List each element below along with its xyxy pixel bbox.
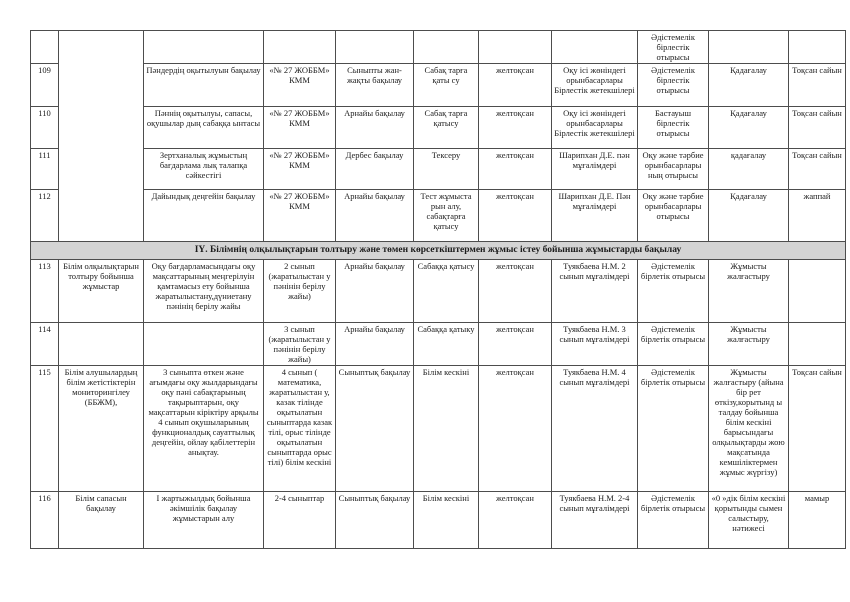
cell-114-c7: желтоқсан: [479, 323, 552, 366]
cell-110-c8: Оқу ісі жөніндегі орынбасарлары Бірлестік жетекшілері: [552, 107, 638, 149]
cell-113-c11: [789, 260, 846, 323]
cell-116-c3: I жартыжылдық бойынша әкімшілік бақылау жұмыстарын алу: [144, 492, 264, 549]
cell-109-c3: Пәндердің оқытылуын бақылау: [144, 64, 264, 107]
cell-115-c3: 3 сыныпта өткен және ағымдағы оқу жылдарындағы оқу пәні сабақтарының тақырыптарын, оқу мақсаттарын кіріктіру арқылы 4 сынып оқушыларының функционалдық сауаттылық деңгейін, ойлау қабілеттерін анықтау.: [144, 366, 264, 492]
cell-116-c5: Сыныптық бақылау: [336, 492, 414, 549]
cell-top-c7: [479, 31, 552, 64]
cell-112-c5: Арнайы бақылау: [336, 190, 414, 242]
cell-113-c3: Оқу бағдарламасындағы оқу мақсаттарының меңгерілуін қамтамасыз ету бойынша жаратылыстану,дүниетану пәнінің берілу жайы: [144, 260, 264, 323]
cell-111-c3: Зертханалық жұмыстың бағдарлама лық талапқа сәйкестігі: [144, 149, 264, 190]
table-row: [31, 260, 846, 323]
cell-top-c3: [144, 31, 264, 64]
cell-109-c10: Қадағалау: [709, 64, 789, 107]
cell-top-c5: [336, 31, 414, 64]
cell-110-c9: Бастауыш бірлестік отырысы: [638, 107, 709, 149]
cell-top-c6: [414, 31, 479, 64]
cell-115-c11: Тоқсан сайын: [789, 366, 846, 492]
cell-115-num: 115: [31, 366, 59, 492]
cell-115-c6: Білім кескіні: [414, 366, 479, 492]
table-row: [31, 366, 846, 492]
cell-113-c4: 2 сынып (жаратылыстан у пәнінін берілу жайы): [264, 260, 336, 323]
cell-top-num: [31, 31, 59, 64]
cell-112-c8: Шарипхан Д.Е. Пән мұғалімдері: [552, 190, 638, 242]
cell-110-c6: Сабақ тарға қатысу: [414, 107, 479, 149]
cell-109-c5: Сыныпты жан-жақты бақылау: [336, 64, 414, 107]
cell-111-c7: желтоқсан: [479, 149, 552, 190]
cell-113-c10: Жұмысты жалғастыру: [709, 260, 789, 323]
cell-114-c2: [59, 323, 144, 366]
cell-110-c5: Арнайы бақылау: [336, 107, 414, 149]
cell-109-num: 109: [31, 64, 59, 107]
cell-114-c8: Туякбаева Н.М. 3 сынып мұғалімдері: [552, 323, 638, 366]
cell-115-c2: Білім алушылардың білім жетістіктерін мониторингілеу (ББЖМ),: [59, 366, 144, 492]
cell-top-c4: [264, 31, 336, 64]
cell-114-c4: 3 сынып (жаратылыстан у пәнінін берілу жайы): [264, 323, 336, 366]
cell-top-c10: [709, 31, 789, 64]
cell-112-c9: Оқу және тәрбие орынбасарлары отырысы: [638, 190, 709, 242]
cell-115-c10: Жұмысты жалғастыру (айына бір рет өткізу,корытынд ы талдау бойынша білім кескіні барысындағы олқылықтарды жою мақсатында кемшіліктермен жұмыс жүргізу): [709, 366, 789, 492]
cell-109-c4: «№ 27 ЖОББМ» КММ: [264, 64, 336, 107]
cell-111-c11: Тоқсан сайын: [789, 149, 846, 190]
cell-112-c10: Қадағалау: [709, 190, 789, 242]
table-row: [31, 190, 846, 242]
cell-112-c4: «№ 27 ЖОББМ» КММ: [264, 190, 336, 242]
cell-113-c5: Арнайы бақылау: [336, 260, 414, 323]
section-header: ІҮ. Білімнің олқылықтарын толтыру және төмен көрсеткіштермен жұмыс істеу бойынша жұмыстарды бақылау: [31, 242, 846, 260]
cell-112-c6: Тест жұмыста рын алу, сабақтарға қатысу: [414, 190, 479, 242]
table-row: [31, 107, 846, 149]
table-row: [31, 149, 846, 190]
cell-110-c4: «№ 27 ЖОББМ» КММ: [264, 107, 336, 149]
cell-116-c10: «0 »дік білім кескіні қорытынды сымен салыстыру, нәтижесі: [709, 492, 789, 549]
cell-112-c11: жаппай: [789, 190, 846, 242]
cell-top-c11: [789, 31, 846, 64]
cell-114-c3: [144, 323, 264, 366]
cell-111-c4: «№ 27 ЖОББМ» КММ: [264, 149, 336, 190]
cell-114-c10: Жұмысты жалғастыру: [709, 323, 789, 366]
cell-109-c8: Оқу ісі жөніндегі орынбасарлары Бірлестік жетекшілері: [552, 64, 638, 107]
cell-110-c7: желтоқсан: [479, 107, 552, 149]
cell-116-c4: 2-4 сыныптар: [264, 492, 336, 549]
table-row: [31, 323, 846, 366]
section-header-row: [31, 242, 846, 260]
cell-116-c6: Білім кескіні: [414, 492, 479, 549]
cell-112-c7: желтоқсан: [479, 190, 552, 242]
cell-115-c9: Әдістемелік бірлетік отырысы: [638, 366, 709, 492]
table-row: [31, 492, 846, 549]
cell-110-c10: Қадағалау: [709, 107, 789, 149]
cell-111-c6: Тексеру: [414, 149, 479, 190]
cell-113-c2: Білім олқылықтарын толтыру бойынша жұмыстар: [59, 260, 144, 323]
cell-115-c7: желтоқсан: [479, 366, 552, 492]
cell-111-c9: Оқу және тәрбие орынбасарлары ның отырысы: [638, 149, 709, 190]
cell-112-num: 112: [31, 190, 59, 242]
cell-top-c8: [552, 31, 638, 64]
cell-116-c8: Туякбаева Н.М. 2-4 сынып мұғалімдері: [552, 492, 638, 549]
cell-114-c5: Арнайы бақылау: [336, 323, 414, 366]
cell-114-num: 114: [31, 323, 59, 366]
cell-111-c10: қадағалау: [709, 149, 789, 190]
cell-113-num: 113: [31, 260, 59, 323]
cell-115-c8: Туякбаева Н.М. 4 сынып мұғалімдері: [552, 366, 638, 492]
cell-111-num: 111: [31, 149, 59, 190]
cell-116-c2: Білім сапасын бақылау: [59, 492, 144, 549]
cell-109-c6: Сабақ тарға қаты су: [414, 64, 479, 107]
cell-116-c11: мамыр: [789, 492, 846, 549]
table-row: [31, 64, 846, 107]
cell-113-c8: Туякбаева Н.М. 2 сынып мұғалімдері: [552, 260, 638, 323]
control-plan-table: [30, 30, 846, 549]
cell-113-c9: Әдістемелік бірлетік отырысы: [638, 260, 709, 323]
cell-109-c9: Әдістемелік бірлестік отырысы: [638, 64, 709, 107]
cell-merged-category: [59, 31, 144, 242]
cell-111-c8: Шарипхан Д.Е. пән мұғалімдері: [552, 149, 638, 190]
cell-116-c7: желтоқсан: [479, 492, 552, 549]
cell-115-c4: 4 сынып ( математика, жаратылыстан у, казак тілінде оқытылатын сыныптарда казак тілі, орыс тілінде оқытылатын сыныптарда орыс тілі) білім кескіні: [264, 366, 336, 492]
cell-111-c5: Дербес бақылау: [336, 149, 414, 190]
table-row: [31, 31, 846, 64]
cell-109-c7: желтоқсан: [479, 64, 552, 107]
cell-114-c9: Әдістемелік бірлетік отырысы: [638, 323, 709, 366]
cell-114-c6: Сабаққа қатыку: [414, 323, 479, 366]
cell-112-c3: Дайындық деңгейін бақылау: [144, 190, 264, 242]
cell-top-c9: Әдістемелік бірлестік отырысы: [638, 31, 709, 64]
cell-115-c5: Сыныптық бақылау: [336, 366, 414, 492]
cell-113-c6: Сабаққа қатысу: [414, 260, 479, 323]
cell-113-c7: желтоқсан: [479, 260, 552, 323]
cell-116-c9: Әдістемелік бірлетік отырысы: [638, 492, 709, 549]
cell-116-num: 116: [31, 492, 59, 549]
cell-110-num: 110: [31, 107, 59, 149]
cell-110-c3: Пәннің оқытылуы, сапасы, оқушылар дың сабаққа ынтасы: [144, 107, 264, 149]
cell-114-c11: [789, 323, 846, 366]
cell-109-c11: Тоқсан сайын: [789, 64, 846, 107]
cell-110-c11: Тоқсан сайын: [789, 107, 846, 149]
